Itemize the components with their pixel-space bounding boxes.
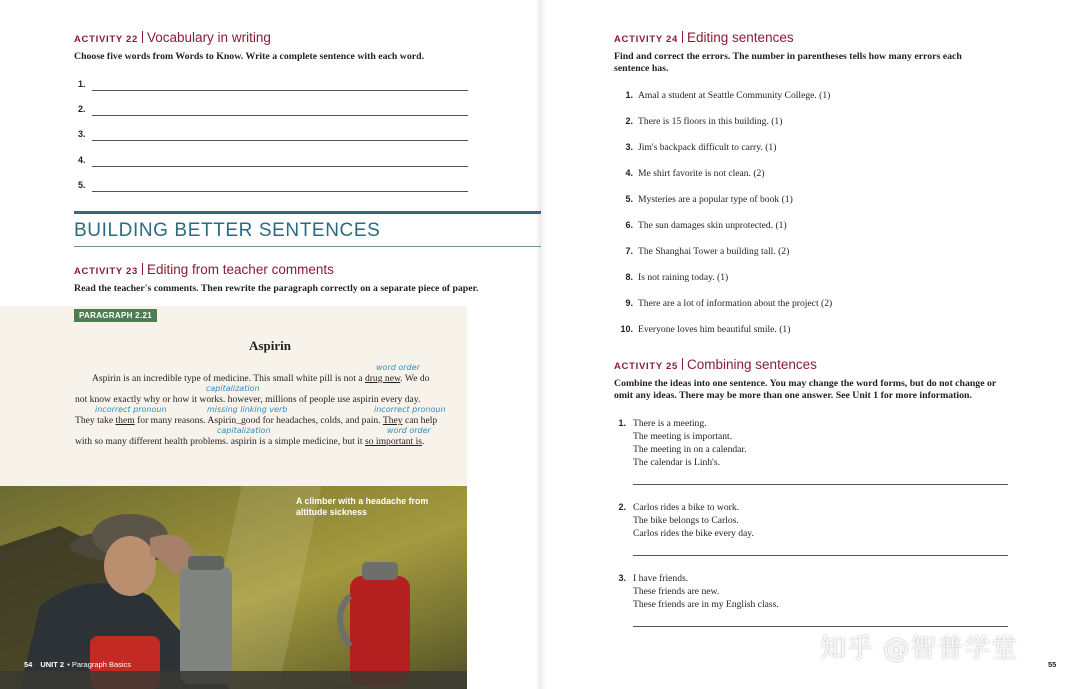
combine-answer-line[interactable] bbox=[633, 626, 1008, 627]
paragraph-title: Aspirin bbox=[249, 338, 291, 353]
edit-item bbox=[614, 220, 787, 231]
section-title: BUILDING BETTER SENTENCES bbox=[74, 220, 381, 241]
item-number: 1. bbox=[618, 418, 626, 428]
sentence: Carlos rides the bike every day. bbox=[633, 528, 754, 539]
write-line[interactable] bbox=[92, 115, 468, 116]
edit-item bbox=[614, 194, 793, 205]
answer-line-2[interactable] bbox=[78, 104, 468, 118]
section-rule-top bbox=[74, 211, 541, 214]
write-line[interactable] bbox=[92, 90, 468, 91]
answer-number: 5. bbox=[78, 180, 86, 190]
paragraph-line-1: Aspirin is an incredible type of medicine. This small white pill is not a drug new. We do bbox=[92, 373, 430, 384]
answer-number: 1. bbox=[78, 79, 86, 89]
activity-24-title: Editing sentences bbox=[687, 30, 794, 45]
activity-22-instruction: Choose five words from Words to Know. Write a complete sentence with each word. bbox=[74, 51, 425, 62]
activity-24-instruction: Find and correct the errors. The number in parentheses tells how many errors each sentence has. bbox=[614, 51, 962, 74]
photo-caption: A climber with a headache from altitude sickness bbox=[296, 496, 429, 517]
item-number: 6. bbox=[625, 220, 633, 230]
edit-item bbox=[614, 298, 832, 309]
edit-item bbox=[614, 116, 782, 127]
activity-divider bbox=[682, 31, 683, 43]
item-text: Me shirt favorite is not clean. (2) bbox=[638, 168, 765, 179]
teacher-note-capitalization: capitalization bbox=[206, 384, 260, 393]
item-number: 1. bbox=[625, 90, 633, 100]
activity-23-heading bbox=[74, 261, 334, 279]
paragraph-line-2: not know exactly why or how it works. however, millions of people use aspirin every day. bbox=[75, 394, 421, 405]
answer-line-4[interactable] bbox=[78, 155, 468, 169]
item-text: The Shanghai Tower a building tall. (2) bbox=[638, 246, 790, 257]
answer-line-3[interactable] bbox=[78, 129, 468, 143]
item-number: 3. bbox=[625, 142, 633, 152]
answer-line-5[interactable] bbox=[78, 180, 468, 194]
item-number: 10. bbox=[620, 324, 633, 334]
paragraph-line-3: They take them for many reasons. Aspirin_good for headaches, colds, and pain. They can help bbox=[75, 415, 438, 426]
section-rule-bottom bbox=[74, 246, 541, 247]
sentence: Carlos rides a bike to work. bbox=[633, 502, 740, 513]
item-number: 7. bbox=[625, 246, 633, 256]
item-number: 2. bbox=[618, 502, 626, 512]
unit-label: UNIT 2 bbox=[40, 660, 65, 669]
teacher-note-capitalization: capitalization bbox=[217, 426, 271, 435]
answer-line-1[interactable] bbox=[78, 79, 468, 93]
item-text: Is not raining today. (1) bbox=[638, 272, 729, 283]
edit-item bbox=[614, 246, 789, 257]
paragraph-badge: PARAGRAPH 2.21 bbox=[74, 309, 157, 322]
left-page-number: 54 bbox=[24, 660, 33, 669]
paragraph-line-4: with so many different health problems. aspirin is a simple medicine, but it so important is. bbox=[75, 436, 425, 447]
activity-25-label: ACTIVITY 25 bbox=[614, 361, 679, 372]
activity-25-heading bbox=[614, 356, 817, 374]
activity-22-label: ACTIVITY 22 bbox=[74, 34, 139, 45]
activity-divider bbox=[142, 263, 143, 275]
left-footer: 54 UNIT 2 ▪ Paragraph Basics bbox=[24, 660, 132, 669]
item-text: There is 15 floors in this building. (1) bbox=[638, 116, 783, 127]
item-text: Mysteries are a popular type of book (1) bbox=[638, 194, 793, 205]
write-line[interactable] bbox=[92, 191, 468, 192]
sentence: The bike belongs to Carlos. bbox=[633, 515, 739, 526]
unit-title: Paragraph Basics bbox=[71, 660, 132, 669]
activity-divider bbox=[682, 358, 683, 370]
item-number: 8. bbox=[625, 272, 633, 282]
edit-item bbox=[614, 142, 776, 153]
combine-sentences bbox=[633, 572, 779, 611]
answer-number: 4. bbox=[78, 155, 86, 165]
item-text: Jim's backpack difficult to carry. (1) bbox=[638, 142, 777, 153]
item-text: The sun damages skin unprotected. (1) bbox=[638, 220, 787, 231]
activity-24-heading bbox=[614, 29, 794, 47]
answer-number: 3. bbox=[78, 129, 86, 139]
write-line[interactable] bbox=[92, 140, 468, 141]
sentence: I have friends. bbox=[633, 573, 689, 584]
activity-23-instruction: Read the teacher's comments. Then rewrite the paragraph correctly on a separate piece of paper. bbox=[74, 283, 479, 294]
item-text: There are a lot of information about the project (2) bbox=[638, 298, 833, 309]
item-number: 5. bbox=[625, 194, 633, 204]
activity-25-title: Combining sentences bbox=[687, 357, 817, 372]
teacher-note-incorrect-pronoun: incorrect pronoun bbox=[95, 405, 167, 414]
sentence: The calendar is Linh's. bbox=[633, 457, 720, 468]
teacher-note-word-order: word order bbox=[387, 426, 431, 435]
activity-25-instruction: Combine the ideas into one sentence. You may change the word forms, but do not change or omit any ideas. There may be more than one answer. See Unit 1 for more information. bbox=[614, 378, 997, 401]
item-number: 4. bbox=[625, 168, 633, 178]
edit-item bbox=[614, 272, 728, 283]
sentence: The meeting in on a calendar. bbox=[633, 444, 747, 455]
activity-divider bbox=[142, 31, 143, 43]
item-number: 3. bbox=[618, 573, 626, 583]
activity-24-label: ACTIVITY 24 bbox=[614, 34, 679, 45]
activity-22-heading bbox=[74, 29, 271, 47]
teacher-note-incorrect-pronoun: incorrect pronoun bbox=[374, 405, 446, 414]
sentence: The meeting is important. bbox=[633, 431, 733, 442]
activity-22-title: Vocabulary in writing bbox=[147, 30, 271, 45]
item-text: Everyone loves him beautiful smile. (1) bbox=[638, 324, 791, 335]
item-text: Amal a student at Seattle Community College. (1) bbox=[638, 90, 831, 101]
combine-answer-line[interactable] bbox=[633, 484, 1008, 485]
activity-23-title: Editing from teacher comments bbox=[147, 262, 334, 277]
sentence: These friends are in my English class. bbox=[633, 599, 779, 610]
combine-sentences bbox=[633, 501, 754, 540]
edit-item bbox=[614, 90, 830, 101]
watermark: 知乎 @智普学堂 bbox=[820, 634, 1019, 664]
teacher-note-word-order: word order bbox=[376, 363, 420, 372]
sentence: There is a meeting. bbox=[633, 418, 707, 429]
sentence: These friends are new. bbox=[633, 586, 720, 597]
right-page-number: 55 bbox=[1048, 660, 1057, 669]
edit-item bbox=[614, 168, 765, 179]
answer-number: 2. bbox=[78, 104, 86, 114]
activity-23-label: ACTIVITY 23 bbox=[74, 266, 139, 277]
write-line[interactable] bbox=[92, 166, 468, 167]
right-page bbox=[540, 0, 1080, 689]
combine-answer-line[interactable] bbox=[633, 555, 1008, 556]
edit-item bbox=[614, 324, 790, 335]
combine-sentences bbox=[633, 417, 746, 469]
teacher-note-missing-linking-verb: missing linking verb bbox=[207, 405, 288, 414]
item-number: 9. bbox=[625, 298, 633, 308]
item-number: 2. bbox=[625, 116, 633, 126]
